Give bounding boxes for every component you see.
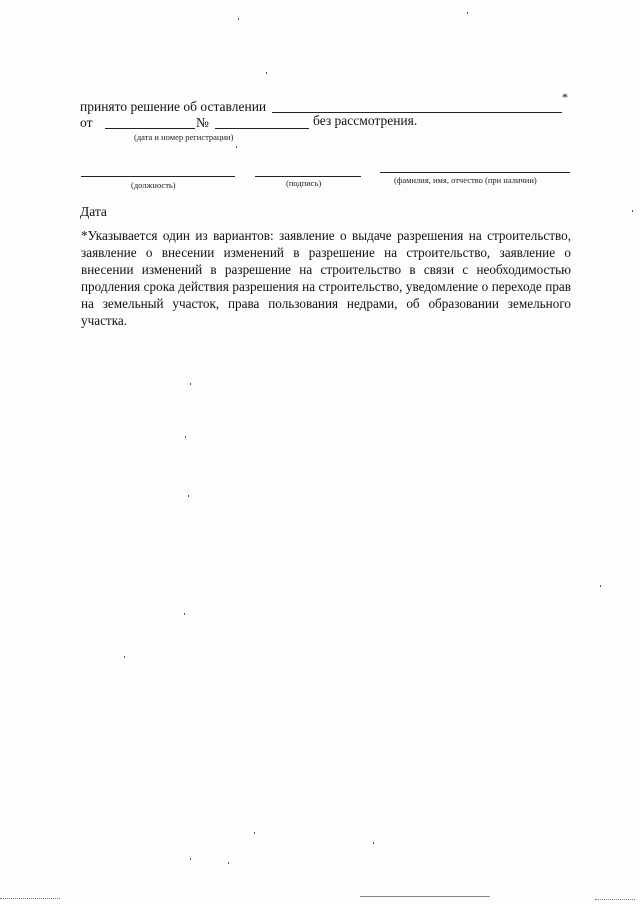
position-line bbox=[81, 176, 235, 177]
decision-label: принято решение об оставлении bbox=[80, 99, 267, 114]
position-caption: (должность) bbox=[131, 180, 176, 190]
scan-edge-artifact bbox=[595, 899, 635, 900]
fullname-caption: (фамилия, имя, отчество (при наличии) bbox=[394, 175, 537, 185]
signature-line bbox=[255, 176, 361, 177]
scan-speck bbox=[632, 210, 633, 212]
date-registration-caption: (дата и номер регистрации) bbox=[134, 132, 234, 142]
scan-speck bbox=[600, 585, 601, 587]
scan-speck bbox=[190, 858, 191, 860]
scan-speck bbox=[254, 832, 255, 834]
fullname-line bbox=[380, 172, 570, 173]
scan-speck bbox=[266, 72, 267, 74]
date-fill-line bbox=[105, 128, 195, 129]
scan-speck bbox=[228, 862, 229, 864]
scan-speck bbox=[188, 495, 189, 497]
scan-speck bbox=[238, 18, 239, 20]
scan-speck bbox=[373, 842, 374, 844]
signature-caption: (подпись) bbox=[286, 178, 322, 188]
number-fill-line bbox=[215, 128, 309, 129]
number-sign: № bbox=[196, 115, 209, 130]
scan-speck bbox=[467, 12, 468, 14]
scan-speck bbox=[184, 613, 185, 615]
scan-edge-artifact bbox=[0, 898, 60, 899]
scan-speck bbox=[124, 656, 125, 658]
scan-edge-artifact bbox=[360, 896, 490, 897]
footnote-asterisk: * bbox=[562, 90, 568, 104]
scan-speck bbox=[190, 383, 191, 385]
date-label: Дата bbox=[80, 204, 107, 219]
without-review-text: без рассмотрения. bbox=[313, 113, 418, 128]
from-label: от bbox=[80, 115, 93, 130]
footnote-paragraph: *Указывается один из вариантов: заявление о выдаче разрешения на строительство, заявление о внесении изменений в разрешение на строительство, заявление о внесении изменений в разрешение на строительство в связи с необходимостью продления срока действия разрешения на строительство, уведомление о переходе прав на земельный участок, права пользования недрами, об образовании земельного участка. bbox=[81, 228, 571, 328]
scan-speck bbox=[185, 436, 186, 438]
scan-speck bbox=[236, 146, 237, 148]
